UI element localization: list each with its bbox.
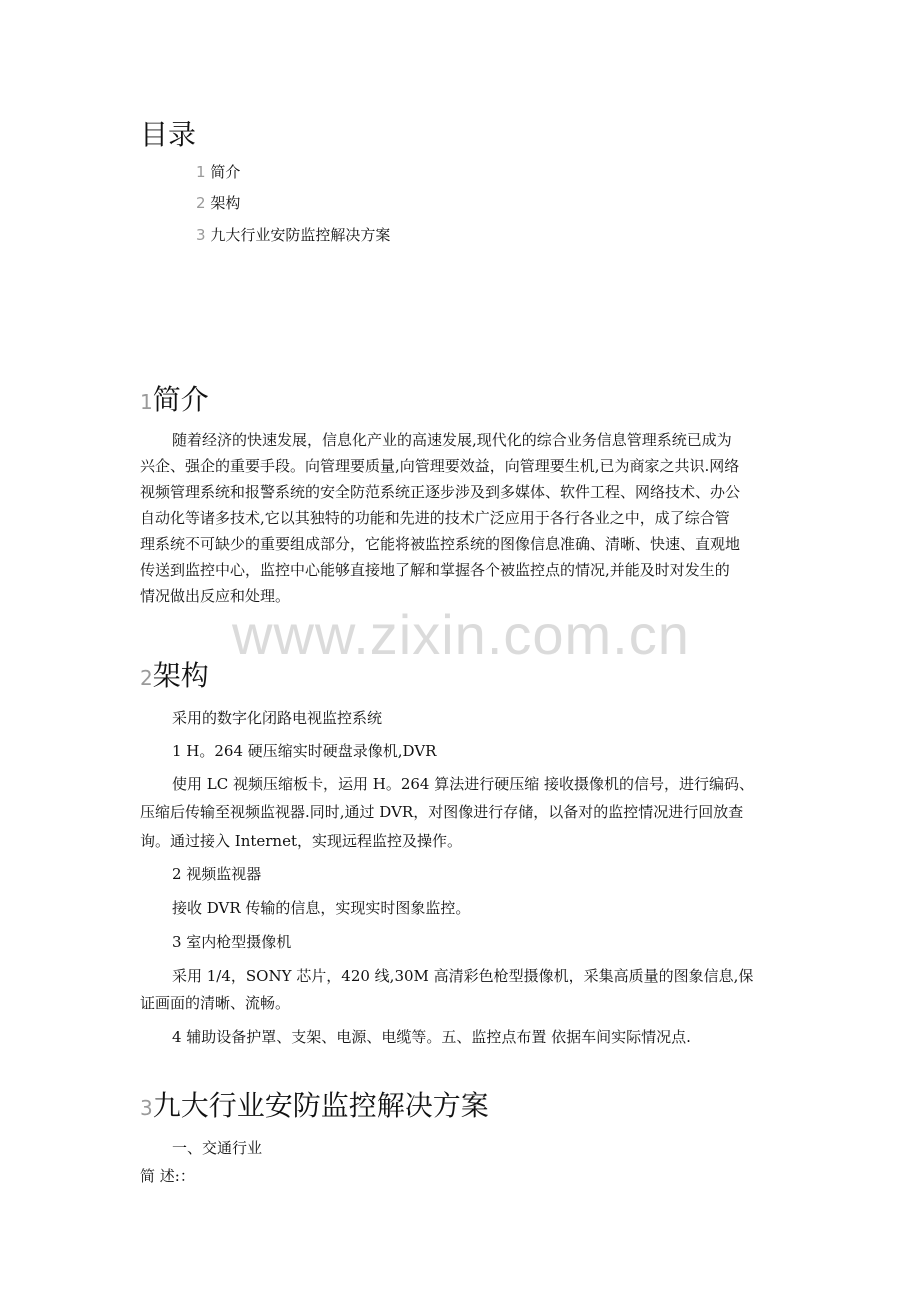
toc-item-3[interactable]	[196, 224, 390, 246]
body-line: 证画面的清晰、流畅。	[140, 994, 291, 1012]
toc-item-label: 架构	[210, 194, 241, 212]
body-line: 简 述:：	[140, 1167, 195, 1185]
watermark: www.zixin.com.cn	[232, 603, 690, 666]
toc-item-number: 3	[196, 226, 206, 244]
toc-item-1[interactable]	[196, 161, 240, 183]
toc-item-number: 2	[196, 194, 206, 212]
body-line: 询。通过接入 Internet，实现远程监控及操作。	[140, 832, 462, 850]
paragraph-line: 随着经济的快速发展，信息化产业的高速发展,现代化的综合业务信息管理系统已成为	[172, 431, 732, 449]
paragraph-line: 兴企、强企的重要手段。向管理要质量,向管理要效益，向管理要生机,已为商家之共识.网络	[140, 457, 740, 475]
section-title: 简介	[152, 383, 209, 416]
paragraph-line: 理系统不可缺少的重要组成部分，它能将被监控系统的图像信息准确、清晰、快速、直观地	[140, 535, 741, 553]
paragraph-line: 自动化等诸多技术,它以其独特的功能和先进的技术广泛应用于各行各业之中，成了综合管	[140, 509, 730, 527]
subheading: 一、交通行业	[172, 1139, 263, 1157]
toc-item-label: 九大行业安防监控解决方案	[210, 226, 391, 244]
body-line: 采用的数字化闭路电视监控系统	[172, 709, 383, 727]
section-title: 架构	[152, 659, 209, 692]
list-item: 4 辅助设备护罩、支架、电源、电缆等。五、监控点布置 依据车间实际情况点.	[172, 1028, 691, 1046]
toc-title: 目录	[140, 118, 197, 151]
body-line: 使用 LC 视频压缩板卡，运用 H。264 算法进行硬压缩 接收摄像机的信号，进行编码、	[172, 775, 754, 793]
section-heading-architecture	[140, 656, 209, 698]
toc-item-label: 简介	[210, 163, 241, 181]
section-heading-solutions	[140, 1086, 489, 1128]
toc-item-2[interactable]	[196, 192, 240, 214]
list-item: 2 视频监视器	[172, 865, 262, 883]
paragraph-line: 情况做出反应和处理。	[140, 587, 291, 605]
body-line: 采用 1/4，SONY 芯片，420 线,30M 高清彩色枪型摄像机，采集高质量的图象信息,保	[172, 967, 754, 985]
section-number: 3	[140, 1096, 153, 1120]
section-heading-intro	[140, 380, 209, 422]
body-line: 接收 DVR 传输的信息，实现实时图象监控。	[172, 899, 471, 917]
section-title: 九大行业安防监控解决方案	[152, 1089, 489, 1122]
list-item: 1 H。264 硬压缩实时硬盘录像机,DVR	[172, 742, 437, 760]
body-line: 压缩后传输至视频监视器.同时,通过 DVR，对图像进行存储，以备对的监控情况进行回放查	[140, 803, 744, 821]
paragraph-line: 传送到监控中心，监控中心能够直接地了解和掌握各个被监控点的情况,并能及时对发生的	[140, 561, 730, 579]
section-number: 1	[140, 390, 153, 414]
toc-item-number: 1	[196, 163, 206, 181]
section-number: 2	[140, 666, 153, 690]
list-item: 3 室内枪型摄像机	[172, 933, 292, 951]
paragraph-line: 视频管理系统和报警系统的安全防范系统正逐步涉及到多媒体、软件工程、网络技术、办公	[140, 483, 741, 501]
